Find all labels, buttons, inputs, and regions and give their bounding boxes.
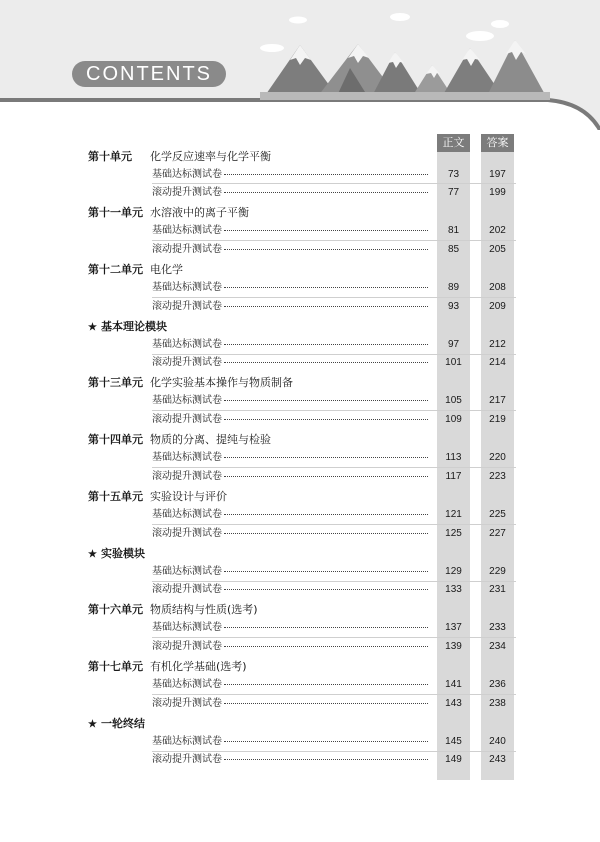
toc-entry[interactable]: 基础达标测试卷 xyxy=(152,734,428,750)
toc-section-heading: 第十二单元 电化学 xyxy=(88,263,183,276)
answer-page-number: 219 xyxy=(489,414,506,425)
main-page-number: 129 xyxy=(445,566,462,577)
toc-section-heading: 第十七单元 有机化学基础(选考) xyxy=(88,660,247,673)
main-page-column-header: 正文 xyxy=(437,134,470,152)
answer-page-number: 227 xyxy=(489,528,506,539)
toc-entry[interactable]: 基础达标测试卷 xyxy=(152,507,428,523)
toc-section-heading: 第十单元 化学反应速率与化学平衡 xyxy=(88,150,271,163)
answer-page-number: 214 xyxy=(489,357,506,368)
toc-section-heading: 第十三单元 化学实验基本操作与物质制备 xyxy=(88,376,293,389)
toc-module-heading: ★ 实验模块 xyxy=(88,547,145,560)
answer-page-column-header: 答案 xyxy=(481,134,514,152)
toc-entry[interactable]: 基础达标测试卷 xyxy=(152,564,428,580)
answer-page-number: 238 xyxy=(489,698,506,709)
toc-entry[interactable]: 滚动提升测试卷 xyxy=(152,696,428,712)
toc-entry[interactable]: 基础达标测试卷 xyxy=(152,450,428,466)
toc-entry[interactable]: 滚动提升测试卷 xyxy=(152,639,428,655)
toc-section-heading: 第十一单元 水溶液中的离子平衡 xyxy=(88,206,249,219)
answer-page-number: 197 xyxy=(489,169,506,180)
main-page-number: 117 xyxy=(445,471,462,482)
answer-page-number: 233 xyxy=(489,622,506,633)
main-page-number: 141 xyxy=(445,679,462,690)
answer-page-number: 202 xyxy=(489,225,506,236)
answer-page-number: 225 xyxy=(489,509,506,520)
main-page-number: 73 xyxy=(447,169,460,180)
main-page-number: 81 xyxy=(447,225,460,236)
toc-entry[interactable]: 基础达标测试卷 xyxy=(152,223,428,239)
main-page-number: 143 xyxy=(445,698,462,709)
toc-entry[interactable]: 滚动提升测试卷 xyxy=(152,582,428,598)
toc-entry[interactable]: 滚动提升测试卷 xyxy=(152,242,428,258)
main-page-number: 121 xyxy=(445,509,462,520)
answer-page-number: 229 xyxy=(489,566,506,577)
toc-entry[interactable]: 滚动提升测试卷 xyxy=(152,299,428,315)
star-icon: ★ xyxy=(88,719,97,730)
toc-entry[interactable]: 基础达标测试卷 xyxy=(152,337,428,353)
toc-entry[interactable]: 基础达标测试卷 xyxy=(152,393,428,409)
toc-section-heading: 第十五单元 实验设计与评价 xyxy=(88,490,227,503)
answer-page-number: 223 xyxy=(489,471,506,482)
answer-page-number: 205 xyxy=(489,244,506,255)
main-page-number: 109 xyxy=(445,414,462,425)
toc-entry[interactable]: 滚动提升测试卷 xyxy=(152,469,428,485)
answer-page-number: 236 xyxy=(489,679,506,690)
answer-page-number: 243 xyxy=(489,754,506,765)
answer-page-number: 212 xyxy=(489,339,506,350)
main-page-number: 113 xyxy=(445,452,462,463)
toc-entry[interactable]: 滚动提升测试卷 xyxy=(152,412,428,428)
main-page-number: 93 xyxy=(447,301,460,312)
main-page-number: 89 xyxy=(447,282,460,293)
answer-page-number: 231 xyxy=(489,584,506,595)
toc-entry[interactable]: 基础达标测试卷 xyxy=(152,677,428,693)
answer-page-number: 240 xyxy=(489,736,506,747)
toc-entry[interactable]: 滚动提升测试卷 xyxy=(152,526,428,542)
main-page-number: 97 xyxy=(447,339,460,350)
toc-entry[interactable]: 基础达标测试卷 xyxy=(152,167,428,183)
main-page-number: 133 xyxy=(445,584,462,595)
main-page-number: 105 xyxy=(445,395,462,406)
main-page-number: 149 xyxy=(445,754,462,765)
main-page-number: 137 xyxy=(445,622,462,633)
answer-page-number: 209 xyxy=(489,301,506,312)
toc-entry[interactable]: 基础达标测试卷 xyxy=(152,280,428,296)
toc-entry[interactable]: 滚动提升测试卷 xyxy=(152,185,428,201)
answer-page-number: 199 xyxy=(489,187,506,198)
toc-entry[interactable]: 滚动提升测试卷 xyxy=(152,355,428,371)
contents-title: CONTENTS xyxy=(72,61,226,87)
toc-entry[interactable]: 基础达标测试卷 xyxy=(152,620,428,636)
main-page-number: 145 xyxy=(445,736,462,747)
toc-module-heading: ★ 基本理论模块 xyxy=(88,320,167,333)
main-page-number: 125 xyxy=(445,528,462,539)
toc-entry[interactable]: 滚动提升测试卷 xyxy=(152,752,428,768)
toc-section-heading: 第十六单元 物质结构与性质(选考) xyxy=(88,603,258,616)
main-page-number: 77 xyxy=(447,187,460,198)
toc-module-heading: ★ 一轮终结 xyxy=(88,717,145,730)
main-page-number: 139 xyxy=(445,641,462,652)
answer-page-number: 234 xyxy=(489,641,506,652)
answer-page-number: 208 xyxy=(489,282,506,293)
header-banner xyxy=(0,0,600,130)
answer-page-number: 217 xyxy=(489,395,506,406)
toc-section-heading: 第十四单元 物质的分离、提纯与检验 xyxy=(88,433,271,446)
main-page-number: 85 xyxy=(447,244,460,255)
answer-page-number: 220 xyxy=(489,452,506,463)
star-icon: ★ xyxy=(88,549,97,560)
star-icon: ★ xyxy=(88,322,97,333)
main-page-number: 101 xyxy=(445,357,462,368)
